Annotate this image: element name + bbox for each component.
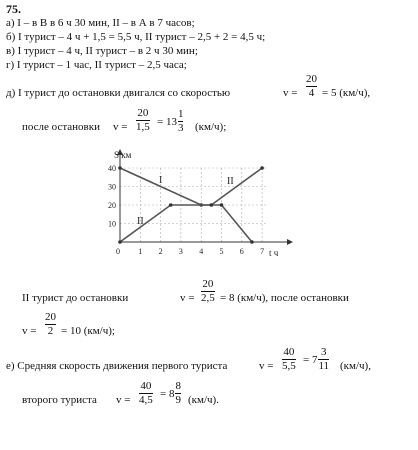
series-point-II xyxy=(169,203,173,207)
part-e-v1-fraction xyxy=(282,347,296,372)
problem-number: 75. xyxy=(6,2,21,16)
part-e-v2-whole: = 8 xyxy=(160,387,175,400)
x-tick-label: 2 xyxy=(158,247,163,256)
y-tick-label: 20 xyxy=(108,201,116,210)
second-v1-lhs: v = xyxy=(180,292,195,304)
part-e-v1-mixed xyxy=(303,347,329,372)
part-d-after-prefix: после остановки xyxy=(22,121,100,133)
y-axis-label: S км xyxy=(114,150,132,160)
label-series-I-left: I xyxy=(159,175,163,186)
x-tick-label: 4 xyxy=(199,247,204,256)
part-e-v2-rhs: (км/ч). xyxy=(188,394,219,406)
part-d-v2-frac-den: 3 xyxy=(177,122,184,134)
series-point-II xyxy=(210,203,214,207)
part-e-after-prefix: второго туриста xyxy=(22,394,97,406)
second-v2-lhs: v = xyxy=(22,325,37,337)
second-v2-denominator: 2 xyxy=(47,325,54,337)
y-tick-label: 10 xyxy=(108,219,116,229)
second-v1-rhs: = 8 (км/ч), после остановки xyxy=(220,292,349,304)
part-d-v2-lhs: v = xyxy=(113,121,128,133)
x-tick-label: 7 xyxy=(260,247,265,256)
part-e-prefix: е) Средняя скорость движения первого туриста xyxy=(6,360,228,372)
second-v1-numerator: 20 xyxy=(202,278,214,290)
second-v2-numerator: 20 xyxy=(45,311,56,323)
y-tick-label: 40 xyxy=(108,164,116,173)
second-v2-fraction xyxy=(45,312,56,337)
part-d-v2-frac-num: 1 xyxy=(177,108,184,120)
part-e-v1-whole: = 7 xyxy=(303,353,318,366)
second-prefix: II турист до остановки xyxy=(22,292,129,304)
part-d-prefix: д) I турист до остановки двигался со скоростью xyxy=(6,87,231,99)
second-v1-fraction xyxy=(201,279,215,304)
part-e-v1-lhs: v = xyxy=(259,360,274,372)
answer-line-v: в) I турист – 4 ч, II турист – в 2 ч 30 мин; xyxy=(6,45,198,57)
part-d-v2-numerator: 20 xyxy=(137,107,149,119)
part-e-v1-frac-den: 11 xyxy=(318,360,330,372)
part-e-v1-denominator: 5,5 xyxy=(282,360,296,372)
part-e-v1-frac-num: 3 xyxy=(321,346,327,358)
part-e-v2-denominator: 4,5 xyxy=(139,394,153,406)
part-d-v2-denominator: 1,5 xyxy=(136,121,150,133)
x-tick-label: 0 xyxy=(116,247,120,256)
label-series-II-right: II xyxy=(227,176,234,187)
series-point-I xyxy=(220,203,224,207)
x-tick-label: 6 xyxy=(239,247,244,256)
part-d-v1-lhs: v = xyxy=(283,87,298,99)
answer-line-a: а) I – в В в 6 ч 30 мин, II – в А в 7 часов; xyxy=(6,17,195,29)
part-e-v2-frac-den: 9 xyxy=(175,394,181,406)
x-tick-label: 1 xyxy=(138,247,143,256)
x-tick-label: 5 xyxy=(219,247,224,256)
part-e-v2-fraction xyxy=(139,381,153,406)
y-tick-label: 30 xyxy=(108,182,116,192)
part-e-v2-lhs: v = xyxy=(116,394,131,406)
answer-line-g: г) I турист – 1 час, II турист – 2,5 часа; xyxy=(6,59,187,71)
part-e-v2-mixed xyxy=(160,381,181,406)
second-v2-rhs: = 10 (км/ч); xyxy=(61,325,115,337)
part-e-v2-frac-num: 8 xyxy=(175,380,181,392)
series-point-II xyxy=(118,240,122,244)
answer-line-b: б) I турист – 4 ч + 1,5 = 5,5 ч, II турист – 2,5 + 2 = 4,5 ч; xyxy=(6,31,266,43)
part-d-v2-whole: = 13 xyxy=(157,115,177,128)
series-point-I xyxy=(250,240,254,244)
x-axis-label: t ч xyxy=(269,248,279,258)
part-e-v2-numerator: 40 xyxy=(140,380,152,392)
part-e-v1-rhs: (км/ч), xyxy=(340,360,371,372)
x-tick-label: 3 xyxy=(178,247,183,256)
series-point-II xyxy=(260,166,264,170)
series-point-I xyxy=(118,166,122,170)
part-d-v1-numerator: 20 xyxy=(306,73,317,85)
part-d-v1-denominator: 4 xyxy=(308,87,315,99)
second-v1-denominator: 2,5 xyxy=(201,292,215,304)
part-d-v1-rhs: = 5 (км/ч), xyxy=(322,87,371,99)
part-d-v2-rhs: (км/ч); xyxy=(195,121,227,133)
part-e-v1-numerator: 40 xyxy=(283,346,295,358)
label-series-II-left: II xyxy=(137,216,144,227)
